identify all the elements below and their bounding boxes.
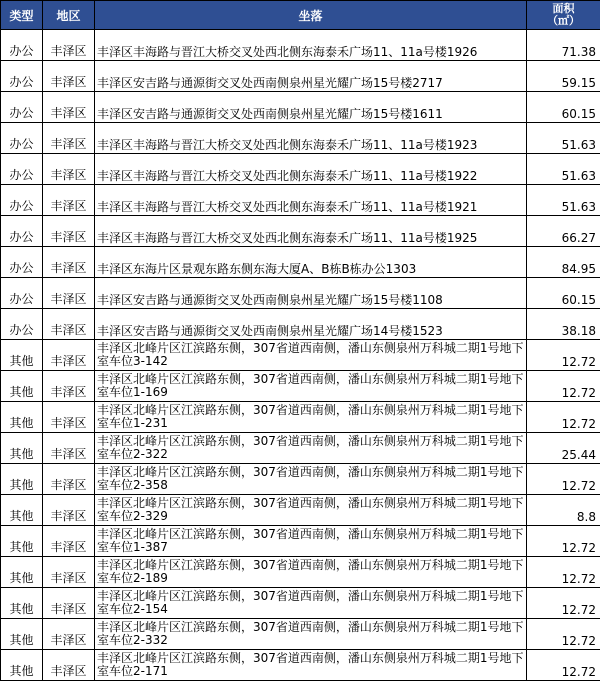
table-row xyxy=(1,123,600,154)
cell-location: 丰泽区安吉路与通源街交叉处西南侧泉州星光耀广场15号楼2717 xyxy=(95,61,527,92)
cell-location: 丰泽区东海片区景观东路东侧东海大厦A、B栋B栋办公1303 xyxy=(95,247,527,278)
cell-type: 其他 xyxy=(1,340,43,371)
cell-location: 丰泽区北峰片区江滨路东侧，307省道西南侧，潘山东侧泉州万科城二期1号地下室车位1-231 xyxy=(95,402,527,433)
cell-type: 办公 xyxy=(1,216,43,247)
cell-area: 丰泽区 xyxy=(43,433,95,464)
table-row xyxy=(1,247,600,278)
cell-area: 丰泽区 xyxy=(43,123,95,154)
cell-type: 其他 xyxy=(1,464,43,495)
cell-type: 其他 xyxy=(1,526,43,557)
cell-type: 其他 xyxy=(1,495,43,526)
cell-area: 丰泽区 xyxy=(43,61,95,92)
table-row xyxy=(1,30,600,61)
cell-area: 丰泽区 xyxy=(43,278,95,309)
header-size xyxy=(527,1,600,30)
cell-type: 办公 xyxy=(1,30,43,61)
cell-type: 其他 xyxy=(1,557,43,588)
cell-size: 12.72 xyxy=(527,619,600,650)
cell-area: 丰泽区 xyxy=(43,495,95,526)
cell-location: 丰泽区北峰片区江滨路东侧，307省道西南侧，潘山东侧泉州万科城二期1号地下室车位1-387 xyxy=(95,526,527,557)
cell-location: 丰泽区北峰片区江滨路东侧，307省道西南侧，潘山东侧泉州万科城二期1号地下室车位2-171 xyxy=(95,650,527,681)
cell-type: 办公 xyxy=(1,185,43,216)
table-row xyxy=(1,340,600,371)
cell-type: 办公 xyxy=(1,309,43,340)
cell-area: 丰泽区 xyxy=(43,588,95,619)
cell-size: 12.72 xyxy=(527,557,600,588)
cell-location: 丰泽区丰海路与晋江大桥交叉处西北侧东海泰禾广场11、11a号楼1923 xyxy=(95,123,527,154)
table-row xyxy=(1,371,600,402)
cell-size: 12.72 xyxy=(527,526,600,557)
cell-area: 丰泽区 xyxy=(43,526,95,557)
cell-area: 丰泽区 xyxy=(43,650,95,681)
table-row xyxy=(1,185,600,216)
cell-area: 丰泽区 xyxy=(43,185,95,216)
cell-size: 12.72 xyxy=(527,371,600,402)
cell-area: 丰泽区 xyxy=(43,371,95,402)
cell-size: 12.72 xyxy=(527,464,600,495)
table-header-row xyxy=(1,1,600,30)
table-row xyxy=(1,278,600,309)
header-location: 坐落 xyxy=(95,1,527,30)
header-area: 地区 xyxy=(43,1,95,30)
cell-type: 办公 xyxy=(1,61,43,92)
cell-location: 丰泽区北峰片区江滨路东侧，307省道西南侧，潘山东侧泉州万科城二期1号地下室车位2-189 xyxy=(95,557,527,588)
cell-type: 其他 xyxy=(1,371,43,402)
table-row xyxy=(1,402,600,433)
table-row xyxy=(1,495,600,526)
cell-location: 丰泽区北峰片区江滨路东侧，307省道西南侧，潘山东侧泉州万科城二期1号地下室车位2-329 xyxy=(95,495,527,526)
table-row xyxy=(1,619,600,650)
cell-location: 丰泽区丰海路与晋江大桥交叉处西北侧东海泰禾广场11、11a号楼1925 xyxy=(95,216,527,247)
header-size-line1: 面积 xyxy=(552,2,575,15)
cell-location: 丰泽区北峰片区江滨路东侧，307省道西南侧，潘山东侧泉州万科城二期1号地下室车位1-169 xyxy=(95,371,527,402)
cell-type: 办公 xyxy=(1,154,43,185)
cell-area: 丰泽区 xyxy=(43,30,95,61)
cell-area: 丰泽区 xyxy=(43,557,95,588)
cell-area: 丰泽区 xyxy=(43,402,95,433)
cell-type: 其他 xyxy=(1,433,43,464)
cell-size: 59.15 xyxy=(527,61,600,92)
table-row xyxy=(1,557,600,588)
cell-area: 丰泽区 xyxy=(43,309,95,340)
cell-location: 丰泽区北峰片区江滨路东侧，307省道西南侧，潘山东侧泉州万科城二期1号地下室车位2-322 xyxy=(95,433,527,464)
cell-type: 办公 xyxy=(1,92,43,123)
table-row xyxy=(1,216,600,247)
cell-type: 办公 xyxy=(1,123,43,154)
table-row xyxy=(1,464,600,495)
cell-type: 办公 xyxy=(1,278,43,309)
cell-location: 丰泽区丰海路与晋江大桥交叉处西北侧东海泰禾广场11、11a号楼1922 xyxy=(95,154,527,185)
cell-size: 38.18 xyxy=(527,309,600,340)
cell-size: 66.27 xyxy=(527,216,600,247)
cell-area: 丰泽区 xyxy=(43,340,95,371)
cell-location: 丰泽区丰海路与晋江大桥交叉处西北侧东海泰禾广场11、11a号楼1921 xyxy=(95,185,527,216)
cell-size: 12.72 xyxy=(527,340,600,371)
cell-type: 其他 xyxy=(1,619,43,650)
cell-location: 丰泽区安吉路与通源街交叉处西南侧泉州星光耀广场15号楼1611 xyxy=(95,92,527,123)
cell-location: 丰泽区北峰片区江滨路东侧，307省道西南侧，潘山东侧泉州万科城二期1号地下室车位2-154 xyxy=(95,588,527,619)
cell-size: 12.72 xyxy=(527,588,600,619)
cell-size: 71.38 xyxy=(527,30,600,61)
cell-type: 办公 xyxy=(1,247,43,278)
cell-area: 丰泽区 xyxy=(43,92,95,123)
cell-location: 丰泽区北峰片区江滨路东侧，307省道西南侧，潘山东侧泉州万科城二期1号地下室车位3-142 xyxy=(95,340,527,371)
cell-size: 60.15 xyxy=(527,278,600,309)
cell-size: 12.72 xyxy=(527,650,600,681)
cell-size: 51.63 xyxy=(527,185,600,216)
cell-location: 丰泽区安吉路与通源街交叉处西南侧泉州星光耀广场14号楼1523 xyxy=(95,309,527,340)
table-row xyxy=(1,309,600,340)
table-row xyxy=(1,61,600,92)
table-body xyxy=(1,30,600,681)
cell-size: 51.63 xyxy=(527,123,600,154)
table-row xyxy=(1,526,600,557)
cell-size: 84.95 xyxy=(527,247,600,278)
cell-location: 丰泽区北峰片区江滨路东侧，307省道西南侧，潘山东侧泉州万科城二期1号地下室车位2-332 xyxy=(95,619,527,650)
cell-area: 丰泽区 xyxy=(43,464,95,495)
cell-size: 12.72 xyxy=(527,402,600,433)
table-row xyxy=(1,588,600,619)
cell-size: 8.8 xyxy=(527,495,600,526)
cell-location: 丰泽区北峰片区江滨路东侧，307省道西南侧，潘山东侧泉州万科城二期1号地下室车位2-358 xyxy=(95,464,527,495)
table-row xyxy=(1,154,600,185)
cell-type: 其他 xyxy=(1,650,43,681)
cell-location: 丰泽区丰海路与晋江大桥交叉处西北侧东海泰禾广场11、11a号楼1926 xyxy=(95,30,527,61)
table-row xyxy=(1,650,600,681)
cell-type: 其他 xyxy=(1,402,43,433)
header-type: 类型 xyxy=(1,1,43,30)
cell-area: 丰泽区 xyxy=(43,154,95,185)
cell-size: 51.63 xyxy=(527,154,600,185)
cell-area: 丰泽区 xyxy=(43,216,95,247)
table-row xyxy=(1,433,600,464)
cell-size: 60.15 xyxy=(527,92,600,123)
cell-location: 丰泽区安吉路与通源街交叉处西南侧泉州星光耀广场15号楼1108 xyxy=(95,278,527,309)
cell-type: 其他 xyxy=(1,588,43,619)
cell-size: 25.44 xyxy=(527,433,600,464)
cell-area: 丰泽区 xyxy=(43,247,95,278)
cell-area: 丰泽区 xyxy=(43,619,95,650)
header-size-line2: （㎡） xyxy=(547,14,580,27)
table-row xyxy=(1,92,600,123)
